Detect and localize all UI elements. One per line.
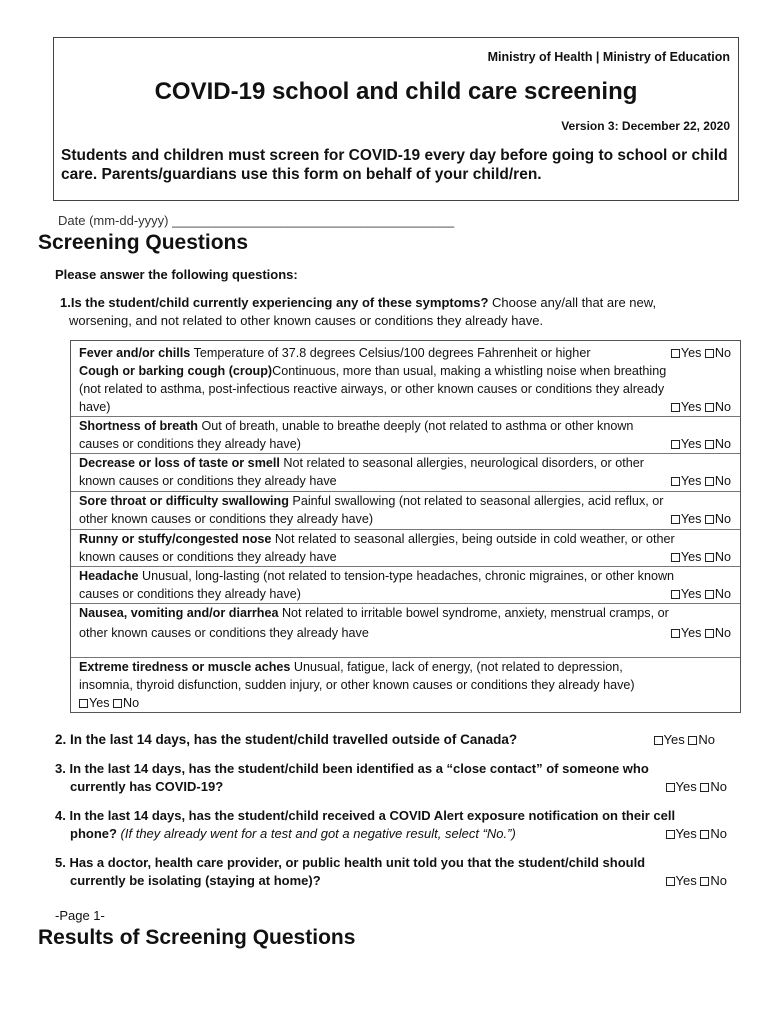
yes-label: Yes bbox=[675, 873, 697, 888]
checkbox-no[interactable] bbox=[705, 515, 714, 524]
q4-line1: 4. In the last 14 days, has the student/child received a COVID Alert exposure notification on their cell bbox=[55, 808, 676, 823]
no-label: No bbox=[714, 512, 731, 526]
checkbox-yes[interactable] bbox=[666, 783, 675, 792]
symptom-name: Runny or stuffy/congested nose bbox=[79, 532, 272, 546]
ministry-label: Ministry of Health | Ministry of Education bbox=[487, 50, 730, 64]
checkbox-no[interactable] bbox=[700, 877, 709, 886]
checkbox-yes[interactable] bbox=[671, 349, 680, 358]
q3-line2: currently has COVID-19? bbox=[70, 779, 224, 794]
no-label: No bbox=[714, 474, 731, 488]
symptom-desc-cont: have) bbox=[79, 400, 111, 414]
q3-line1: 3. In the last 14 days, has the student/child been identified as a “close contact” of someone who bbox=[55, 761, 649, 776]
symptom-desc-cont: known causes or conditions they already have bbox=[79, 550, 337, 564]
yes-label: Yes bbox=[680, 437, 702, 451]
checkbox-no[interactable] bbox=[705, 590, 714, 599]
symptom-desc: Out of breath, unable to breathe deeply (not related to asthma or other known bbox=[197, 419, 634, 433]
checkbox-yes[interactable] bbox=[654, 736, 663, 745]
symptom-desc: Unusual, long-lasting (not related to tension-type headaches, chronic migraines, or other known bbox=[138, 569, 675, 583]
no-label: No bbox=[714, 626, 731, 640]
no-label: No bbox=[714, 587, 731, 601]
symptom-name: Extreme tiredness or muscle aches bbox=[79, 660, 291, 674]
symptom-row-fever bbox=[79, 344, 734, 362]
question-1 bbox=[60, 294, 740, 330]
yes-label: Yes bbox=[675, 826, 697, 841]
symptom-desc-cont: other known causes or conditions they already have) bbox=[79, 512, 374, 526]
symptom-desc-cont: other known causes or conditions they already have bbox=[79, 626, 369, 640]
no-label: No bbox=[710, 873, 727, 888]
symptom-row-breath bbox=[79, 417, 734, 453]
symptom-desc-cont: (not related to asthma, post-infectious reactive airways, or other known causes or conditions they already bbox=[79, 382, 665, 396]
checkbox-no[interactable] bbox=[705, 477, 714, 486]
symptoms-table bbox=[70, 340, 741, 713]
symptom-name: Nausea, vomiting and/or diarrhea bbox=[79, 606, 279, 620]
screening-heading: Screening Questions bbox=[38, 231, 249, 254]
checkbox-yes[interactable] bbox=[666, 830, 675, 839]
q1-number: 1. bbox=[60, 295, 71, 310]
header-box bbox=[53, 37, 739, 201]
intro-text: Students and children must screen for COVID-19 every day before going to school or child care. Parents/guardians use this form on behalf of your child/ren. bbox=[61, 147, 728, 183]
yes-no-choice[interactable] bbox=[671, 435, 731, 453]
yes-no-choice[interactable] bbox=[666, 825, 727, 843]
symptom-row-cough bbox=[79, 362, 734, 416]
symptom-row-sore-throat bbox=[79, 492, 734, 528]
symptom-desc-cont: known causes or conditions they already have bbox=[79, 474, 337, 488]
q4-line2: phone? bbox=[70, 826, 117, 841]
symptom-row-tiredness bbox=[79, 658, 734, 712]
yes-no-choice[interactable] bbox=[666, 778, 727, 796]
checkbox-yes[interactable] bbox=[671, 553, 680, 562]
symptom-desc: Not related to seasonal allergies, being outside in cold weather, or other bbox=[271, 532, 675, 546]
yes-no-choice[interactable] bbox=[671, 548, 731, 566]
no-label: No bbox=[714, 550, 731, 564]
q1-note-cont: worsening, and not related to other known causes or conditions they already have. bbox=[69, 313, 544, 328]
q4-note: (If they already went for a test and got a negative result, select “No.”) bbox=[116, 826, 516, 841]
yes-no-choice[interactable] bbox=[654, 731, 715, 749]
yes-label: Yes bbox=[680, 550, 702, 564]
checkbox-no[interactable] bbox=[705, 349, 714, 358]
symptom-name: Headache bbox=[79, 569, 139, 583]
yes-label: Yes bbox=[675, 779, 697, 794]
yes-no-choice[interactable] bbox=[671, 510, 731, 528]
checkbox-yes[interactable] bbox=[671, 590, 680, 599]
symptom-name: Cough or barking cough (croup) bbox=[79, 364, 273, 378]
page-title: COVID-19 school and child care screening bbox=[154, 78, 638, 105]
yes-label: Yes bbox=[663, 732, 685, 747]
instruction-text: Please answer the following questions: bbox=[55, 267, 298, 282]
yes-label: Yes bbox=[680, 512, 702, 526]
yes-label: Yes bbox=[680, 346, 702, 360]
yes-label: Yes bbox=[89, 696, 110, 710]
yes-no-choice[interactable] bbox=[671, 344, 731, 362]
question-4 bbox=[55, 807, 735, 843]
symptom-desc: Not related to seasonal allergies, neurological disorders, or other bbox=[279, 456, 644, 470]
version-label: Version 3: December 22, 2020 bbox=[561, 119, 730, 133]
checkbox-yes[interactable] bbox=[671, 515, 680, 524]
symptom-desc: Continuous, more than usual, making a whistling noise when breathing bbox=[272, 364, 667, 378]
q2-text: 2. In the last 14 days, has the student/child travelled outside of Canada? bbox=[55, 732, 518, 747]
checkbox-no[interactable] bbox=[113, 699, 122, 708]
symptom-desc-cont: causes or conditions they already have) bbox=[79, 587, 301, 601]
yes-label: Yes bbox=[680, 400, 702, 414]
symptom-desc-cont: insomnia, thyroid disfunction, sudden injury, or other known causes or conditions they already have) bbox=[79, 678, 635, 692]
symptom-row-nausea bbox=[79, 604, 734, 642]
symptom-name: Sore throat or difficulty swallowing bbox=[79, 494, 289, 508]
q1-note: Choose any/all that are new, bbox=[488, 295, 657, 310]
question-5 bbox=[55, 854, 735, 890]
yes-no-choice[interactable] bbox=[79, 694, 734, 712]
page-number: -Page 1- bbox=[55, 908, 105, 923]
symptom-desc: Painful swallowing (not related to seasonal allergies, acid reflux, or bbox=[288, 494, 664, 508]
symptom-name: Fever and/or chills bbox=[79, 346, 191, 360]
no-label: No bbox=[714, 400, 731, 414]
yes-no-choice[interactable] bbox=[671, 472, 731, 490]
yes-no-choice[interactable] bbox=[666, 872, 727, 890]
q5-line2: currently be isolating (staying at home)? bbox=[70, 873, 321, 888]
symptom-row-taste-smell bbox=[79, 454, 734, 490]
checkbox-yes[interactable] bbox=[671, 629, 680, 638]
checkbox-no[interactable] bbox=[700, 783, 709, 792]
symptom-desc-cont: causes or conditions they already have) bbox=[79, 437, 301, 451]
symptom-desc: Not related to irritable bowel syndrome, anxiety, menstrual cramps, or bbox=[278, 606, 669, 620]
no-label: No bbox=[710, 826, 727, 841]
checkbox-no[interactable] bbox=[700, 830, 709, 839]
checkbox-yes[interactable] bbox=[79, 699, 88, 708]
question-3 bbox=[55, 760, 735, 796]
checkbox-yes[interactable] bbox=[671, 403, 680, 412]
symptom-desc: Temperature of 37.8 degrees Celsius/100 degrees Fahrenheit or higher bbox=[190, 346, 591, 360]
q1-question: Is the student/child currently experiencing any of these symptoms? bbox=[70, 295, 489, 310]
checkbox-yes[interactable] bbox=[666, 877, 675, 886]
symptom-desc: Unusual, fatigue, lack of energy, (not related to depression, bbox=[290, 660, 623, 674]
date-field[interactable]: Date (mm-dd-yyyy) _______________________________________ bbox=[58, 213, 455, 228]
symptom-row-runny-nose bbox=[79, 530, 734, 566]
checkbox-no[interactable] bbox=[705, 553, 714, 562]
q5-line1: 5. Has a doctor, health care provider, or public health unit told you that the student/child should bbox=[55, 855, 646, 870]
no-label: No bbox=[123, 696, 140, 710]
checkbox-no[interactable] bbox=[688, 736, 697, 745]
question-2 bbox=[55, 731, 735, 749]
checkbox-yes[interactable] bbox=[671, 440, 680, 449]
yes-label: Yes bbox=[680, 587, 702, 601]
symptom-name: Decrease or loss of taste or smell bbox=[79, 456, 280, 470]
yes-no-choice[interactable] bbox=[671, 398, 731, 416]
yes-no-choice[interactable] bbox=[671, 585, 731, 603]
yes-no-choice[interactable] bbox=[671, 624, 731, 642]
no-label: No bbox=[714, 346, 731, 360]
yes-label: Yes bbox=[680, 474, 702, 488]
no-label: No bbox=[714, 437, 731, 451]
results-heading: Results of Screening Questions bbox=[38, 926, 356, 949]
checkbox-no[interactable] bbox=[705, 629, 714, 638]
checkbox-no[interactable] bbox=[705, 403, 714, 412]
yes-label: Yes bbox=[680, 626, 702, 640]
no-label: No bbox=[698, 732, 715, 747]
checkbox-no[interactable] bbox=[705, 440, 714, 449]
checkbox-yes[interactable] bbox=[671, 477, 680, 486]
no-label: No bbox=[710, 779, 727, 794]
symptom-name: Shortness of breath bbox=[79, 419, 198, 433]
symptom-row-headache bbox=[79, 567, 734, 603]
